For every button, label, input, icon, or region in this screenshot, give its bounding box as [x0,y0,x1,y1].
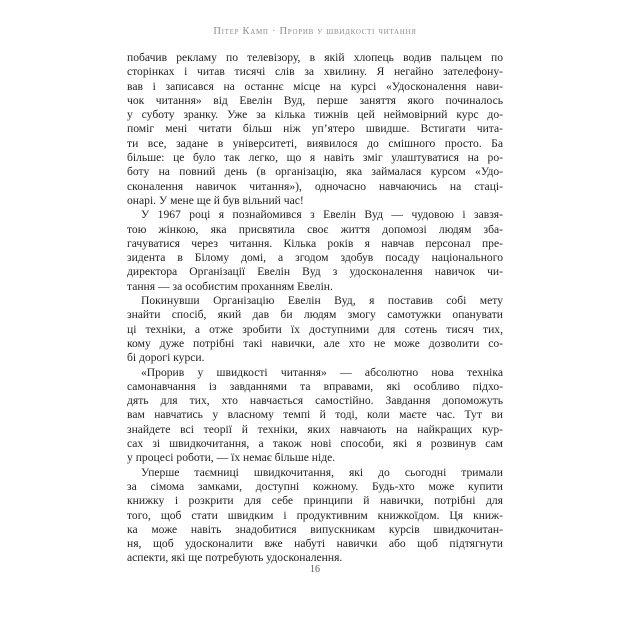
text-line: «Прорив у швидкості читання» — абсолютно нова техніка [141,365,503,379]
text-line: ня, щоб удосконалити вже набуті навички або щоб підтягнути [127,537,503,551]
text-line: Покинувши Організацію Евелін Вуд, я поставив собі мету [141,294,503,308]
text-line: тою жінкою, яка присвятила своє життя допомозі людям зба- [127,222,503,236]
paragraph [127,466,503,566]
text-line: за сімома замками, доступні кожному. Будь-хто може купити [127,479,503,493]
text-line: дять для тих, хто навчається самостійно. Завдання допоможуть [127,394,503,408]
text-line: У 1967 році я познайомився з Евелін Вуд — чудовою і завзя- [141,208,503,222]
text-line: онарі. У мене ще й був вільний час! [127,193,304,207]
text-line: чок читання» від Евелін Вуд, перше заняття якого починалось [127,93,503,107]
text-line: зидента в Білому домі, а згодом здобув посаду національного [127,251,503,265]
page-number: 16 [310,564,320,575]
text-line: книжку і розкрити для себе принципи й навички, потрібні для [127,494,503,508]
text-line: знайти спосіб, який дав би людям змогу самотужки опанувати [127,308,503,322]
text-line: вав і записався на останнє місце на курсі «Удосконалення нави- [127,79,503,93]
text-line: знайдете всі теорії й техніки, яких навчають на найкращих кур- [127,422,503,436]
paragraph [127,366,503,466]
text-line: Уперше таємниці швидкочитання, які до сьогодні тримали [141,465,503,479]
text-line: сах зі швидкочитання, а також нові способи, які я розвинув сам [127,437,503,451]
text-line: директора Організації Евелін Вуд з удосконалення навичок чи- [127,265,503,279]
text-line: більше: це було так легко, що я навіть зміг улаштуватися на ро- [127,151,503,165]
text-line: боту на повний день (в організацію, яка займалася курсом «Удо- [127,165,503,179]
text-line: сконалення навичок читання»), одночасно навчаючись на стаці- [127,179,503,193]
page-body [127,51,503,566]
text-line: ка може навіть знадобитися випускникам курсів швидкочитан- [127,522,503,536]
text-line: того, щоб стати швидким і продуктивним книжкоїдом. Ця книж- [127,508,503,522]
text-line: аспекти, які ще потребують удосконалення. [127,551,343,565]
text-line: у процесі роботи, — їх немає більше ніде. [127,451,336,465]
text-line: у суботу зранку. Уже за кілька тижнів цей неймовірний курс до- [127,108,503,122]
paragraph [127,208,503,294]
text-line: вам навчатись у власному темпі й тоді, коли маєте час. Тут ви [127,408,503,422]
text-line: тання — за особистим проханням Евелін. [127,279,333,293]
paragraph [127,51,503,208]
text-line: самонавчання із завданнями та вправами, які особливо підхо- [127,379,503,393]
text-line: побачив рекламу по телевізору, в якій хлопець водив пальцем по [127,51,503,64]
text-line: бі дорогі курси. [127,351,205,365]
paragraph [127,294,503,365]
text-line: кому дуже потрібні такі навички, але хто не може дозволити со- [127,336,503,350]
text-line: ці техніки, а отже зробити їх доступними для сотень тисяч тих, [127,322,503,336]
text-line: ти все, задане в університеті, виявилося до смішного просто. Ба [127,136,503,150]
text-line: сторінках і читав тисячі слів за хвилину. Я негайно зателефону- [127,65,503,79]
running-header: Пітер Камп · Прорив у швидкості читання [213,26,417,37]
text-line: гачуватися через читання. Кілька років я навчав персонал пре- [127,236,503,250]
text-line: поміг мені читати більш ніж уп’ятеро швидше. Встигати чита- [127,122,503,136]
